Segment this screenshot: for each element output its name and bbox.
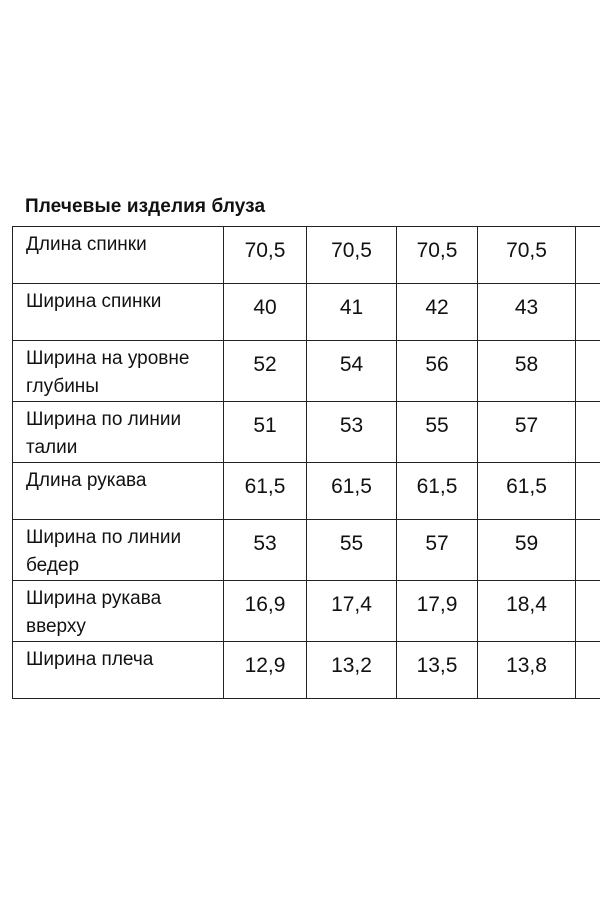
table-cell: 18,4: [478, 581, 576, 642]
table-cell: 40: [224, 284, 307, 341]
table-cell: 61,5: [478, 463, 576, 520]
table-cell: 16,9: [224, 581, 307, 642]
table-cell: 70,5: [307, 227, 397, 284]
row-label: Длина рукава: [13, 463, 224, 520]
table-cell: 54: [307, 341, 397, 402]
table-cell: 70,5: [397, 227, 478, 284]
table-row: [13, 341, 600, 402]
table-cell: 55: [397, 402, 478, 463]
table-cell: 61,5: [397, 463, 478, 520]
table-cell: 42: [397, 284, 478, 341]
table-cell: 51: [224, 402, 307, 463]
table-cell-cropped: [576, 402, 600, 463]
table-cell: 52: [224, 341, 307, 402]
table-cell: 13,8: [478, 642, 576, 699]
table-cell-cropped: [576, 227, 600, 284]
table-cell: 17,4: [307, 581, 397, 642]
table-cell: 56: [397, 341, 478, 402]
table-cell: 57: [397, 520, 478, 581]
table-cell-cropped: [576, 341, 600, 402]
row-label: Ширина плеча: [13, 642, 224, 699]
row-label: Ширина по линии талии: [13, 402, 224, 463]
table-row: [13, 463, 600, 520]
table-cell: 41: [307, 284, 397, 341]
table-cell-cropped: [576, 284, 600, 341]
table-cell: 61,5: [307, 463, 397, 520]
table-row: [13, 642, 600, 699]
document-title: Плечевые изделия блуза: [25, 196, 266, 217]
table-cell-cropped: [576, 581, 600, 642]
row-label: Ширина спинки: [13, 284, 224, 341]
table-row: [13, 520, 600, 581]
table-cell: 57: [478, 402, 576, 463]
table-cell: 43: [478, 284, 576, 341]
row-label: Ширина по линии бедер: [13, 520, 224, 581]
table-cell: 70,5: [478, 227, 576, 284]
table-row: [13, 284, 600, 341]
row-label: Ширина рукава вверху: [13, 581, 224, 642]
table-cell: 17,9: [397, 581, 478, 642]
table-cell: 53: [307, 402, 397, 463]
table-cell: 12,9: [224, 642, 307, 699]
table-cell: 59: [478, 520, 576, 581]
table-cell: 70,5: [224, 227, 307, 284]
table-cell: 61,5: [224, 463, 307, 520]
table-cell: 55: [307, 520, 397, 581]
table-cell-cropped: [576, 642, 600, 699]
table-cell: 53: [224, 520, 307, 581]
table-row: [13, 227, 600, 284]
table-cell: 13,5: [397, 642, 478, 699]
row-label: Длина спинки: [13, 227, 224, 284]
table-row: [13, 581, 600, 642]
size-table: [12, 226, 600, 699]
table-cell-cropped: [576, 520, 600, 581]
table-cell: 58: [478, 341, 576, 402]
row-label: Ширина на уровне глубины: [13, 341, 224, 402]
table-cell-cropped: [576, 463, 600, 520]
table-row: [13, 402, 600, 463]
table-cell: 13,2: [307, 642, 397, 699]
